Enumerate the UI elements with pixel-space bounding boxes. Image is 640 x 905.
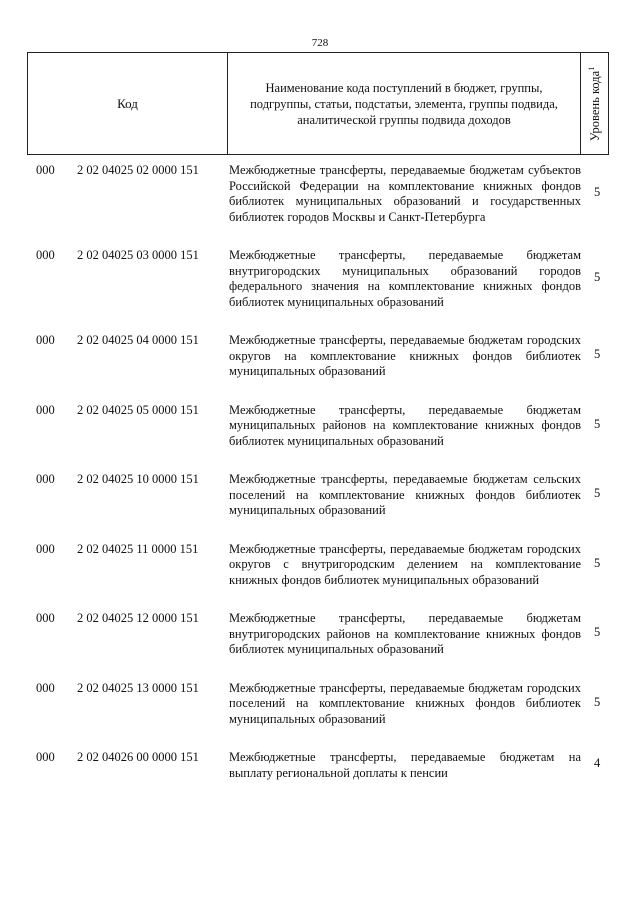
row-name: Межбюджетные трансферты, передаваемые бюджетам муниципальных районов на комплектование книжных фондов библиотек муниципальных образований — [229, 402, 581, 448]
row-level: 5 — [594, 269, 601, 284]
row-code: 2 02 04025 12 0000 151 — [77, 611, 199, 625]
table-row — [0, 608, 640, 658]
row-level: 4 — [594, 756, 601, 771]
row-name: Межбюджетные трансферты, передаваемые бюджетам городских поселений на комплектование книжных фондов библиотек муниципальных образований — [229, 680, 581, 726]
header-level-text: Уровень кода — [587, 70, 602, 141]
row-code: 2 02 04025 03 0000 151 — [77, 248, 199, 262]
row-level: 5 — [594, 555, 601, 570]
row-name: Межбюджетные трансферты, передаваемые бюджетам субъектов Российской Федерации на комплектование книжных фондов библиотек муниципальных образований и государственных библиотек городов Москвы и Санкт-Петербурга — [229, 163, 581, 224]
table-row — [0, 747, 640, 781]
row-level: 5 — [594, 486, 601, 500]
table-row — [0, 469, 640, 519]
row-name: Межбюджетные трансферты, передаваемые бюджетам внутригородских районов на комплектование книжных фондов библиотек муниципальных образований — [229, 611, 581, 656]
header-code: Код — [28, 53, 228, 154]
table-row — [0, 539, 640, 589]
table-row — [0, 400, 640, 450]
row-name: Межбюджетные трансферты, передаваемые бюджетам на выплату региональной доплаты к пенсии — [229, 750, 581, 780]
row-name: Межбюджетные трансферты, передаваемые бюджетам сельских поселений на комплектование книжных фондов библиотек муниципальных образований — [229, 472, 581, 517]
row-code: 2 02 04025 02 0000 151 — [77, 163, 199, 177]
row-name: Межбюджетные трансферты, передаваемые бюджетам внутригородских муниципальных образований городов федерального значения на комплектование книжных фондов библиотек муниципальных образований — [229, 248, 581, 309]
row-name: Межбюджетные трансферты, передаваемые бюджетам городских округов с внутригородским делением на комплектование книжных фондов библиотек муниципальных образований — [229, 541, 581, 587]
row-code: 2 02 04025 04 0000 151 — [77, 333, 199, 347]
header-level-footnote: 1 — [586, 66, 596, 71]
row-name: Межбюджетные трансферты, передаваемые бюджетам городских округов на комплектование книжных фондов библиотек муниципальных образований — [229, 333, 581, 378]
page-number: 728 — [311, 37, 329, 49]
table-header — [27, 52, 609, 155]
header-level-label — [586, 66, 602, 140]
row-admin-code: 000 — [36, 163, 55, 177]
row-level: 5 — [594, 184, 601, 199]
table-row — [0, 160, 640, 225]
row-code: 2 02 04025 13 0000 151 — [77, 680, 199, 695]
row-code: 2 02 04025 05 0000 151 — [77, 402, 199, 417]
table-row — [0, 245, 640, 310]
table-row — [0, 678, 640, 728]
row-level: 5 — [594, 347, 601, 361]
row-level: 5 — [594, 694, 601, 709]
row-admin-code: 000 — [36, 611, 55, 625]
row-level: 5 — [594, 416, 601, 431]
row-admin-code: 000 — [36, 402, 55, 417]
row-admin-code: 000 — [36, 333, 55, 347]
table-row — [0, 330, 640, 380]
row-admin-code: 000 — [36, 750, 55, 764]
row-admin-code: 000 — [36, 680, 55, 695]
row-admin-code: 000 — [36, 541, 55, 556]
row-code: 2 02 04026 00 0000 151 — [77, 750, 199, 764]
row-admin-code: 000 — [36, 248, 55, 262]
row-code: 2 02 04025 10 0000 151 — [77, 472, 199, 486]
header-level — [581, 53, 608, 154]
row-level: 5 — [594, 625, 601, 639]
table-body — [0, 160, 640, 801]
header-name: Наименование кода поступлений в бюджет, группы, подгруппы, статьи, подстатьи, элемента, группы подвида, аналитической группы подвида доходов — [228, 53, 581, 154]
row-code: 2 02 04025 11 0000 151 — [77, 541, 199, 556]
row-admin-code: 000 — [36, 472, 55, 486]
